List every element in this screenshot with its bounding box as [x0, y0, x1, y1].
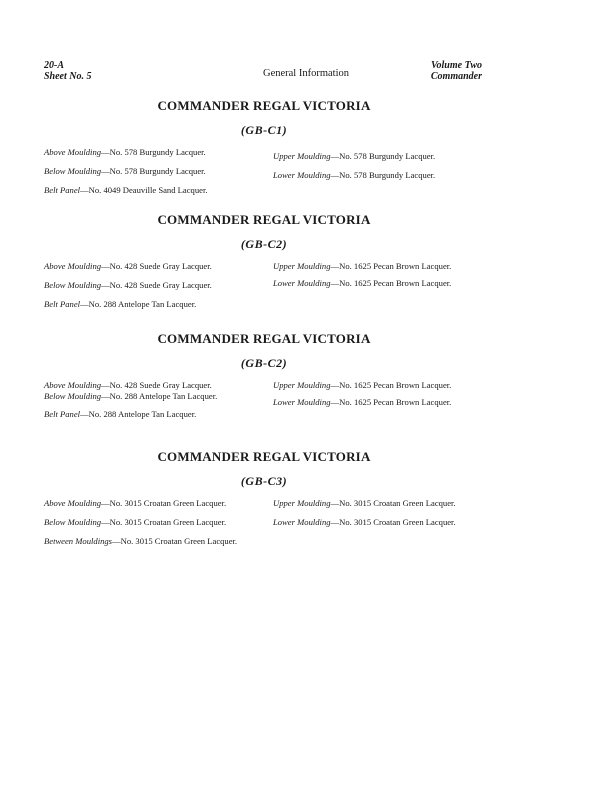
paint-entry: Below Moulding—No. 288 Antelope Tan Lacquer. [44, 391, 218, 401]
color-section [44, 331, 484, 419]
page-header-right [431, 60, 482, 82]
paint-entry: Lower Moulding—No. 578 Burgundy Lacquer. [273, 170, 436, 180]
paint-entry: Below Moulding—No. 578 Burgundy Lacquer. [44, 166, 206, 176]
paint-entry: Belt Panel—No. 288 Antelope Tan Lacquer. [44, 409, 197, 419]
right-column [273, 498, 484, 528]
right-column [273, 261, 484, 289]
right-column [273, 380, 484, 408]
paint-entry: Upper Moulding—No. 3015 Croatan Green Lacquer. [273, 498, 456, 508]
paint-entry: Above Moulding—No. 428 Suede Gray Lacquer. [44, 261, 212, 271]
section-title: COMMANDER REGAL VICTORIA [157, 212, 371, 227]
paint-entry: Above Moulding—No. 578 Burgundy Lacquer. [44, 147, 206, 157]
paint-entry: Above Moulding—No. 3015 Croatan Green Lacquer. [44, 498, 227, 508]
paint-entry: Upper Moulding—No. 1625 Pecan Brown Lacquer. [273, 380, 452, 390]
model-label: Commander [430, 71, 482, 82]
paint-entry: Between Mouldings—No. 3015 Croatan Green Lacquer. [44, 536, 238, 546]
section-title: COMMANDER REGAL VICTORIA [157, 98, 371, 113]
paint-entry: Belt Panel—No. 288 Antelope Tan Lacquer. [44, 299, 197, 309]
section-code: (GB-C3) [240, 474, 288, 488]
left-column [44, 147, 256, 196]
section-title: COMMANDER REGAL VICTORIA [157, 449, 371, 464]
color-section [44, 98, 484, 195]
section-code: (GB-C2) [240, 237, 288, 251]
page-number: 20-A [44, 60, 64, 71]
paint-entry: Lower Moulding—No. 3015 Croatan Green Lacquer. [273, 517, 456, 527]
volume-label: Volume Two [430, 60, 482, 71]
color-section [44, 212, 484, 309]
section-code: (GB-C1) [240, 123, 288, 137]
paint-entry: Below Moulding—No. 428 Suede Gray Lacquer. [44, 280, 212, 290]
paint-entry: Lower Moulding—No. 1625 Pecan Brown Lacquer. [273, 397, 452, 407]
left-column [44, 498, 256, 547]
paint-entry: Lower Moulding—No. 1625 Pecan Brown Lacquer. [273, 278, 452, 288]
paint-entry: Above Moulding—No. 428 Suede Gray Lacquer. [44, 380, 212, 390]
sheet-number: Sheet No. 5 [44, 71, 92, 82]
paint-entry: Belt Panel—No. 4049 Deauville Sand Lacquer. [44, 185, 208, 195]
paint-entry: Upper Moulding—No. 578 Burgundy Lacquer. [273, 151, 436, 161]
color-section [44, 449, 484, 546]
section-title: COMMANDER REGAL VICTORIA [157, 331, 371, 346]
paint-entry: Upper Moulding—No. 1625 Pecan Brown Lacquer. [273, 261, 452, 271]
left-column [44, 380, 256, 420]
page-header-title: General Information [262, 68, 349, 79]
section-code: (GB-C2) [240, 356, 288, 370]
right-column [273, 151, 484, 181]
left-column [44, 261, 256, 310]
paint-entry: Below Moulding—No. 3015 Croatan Green Lacquer. [44, 517, 227, 527]
